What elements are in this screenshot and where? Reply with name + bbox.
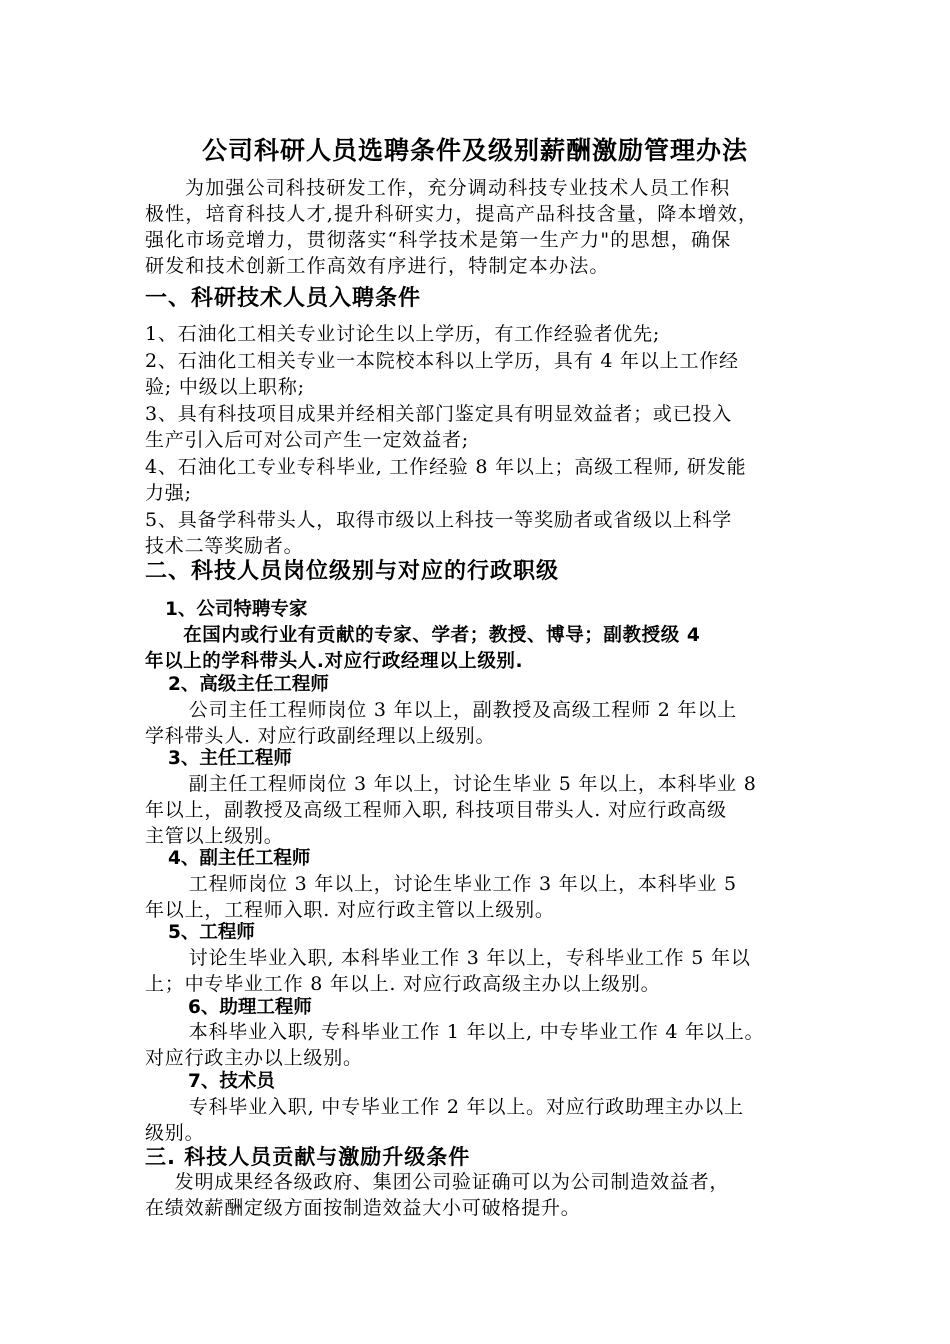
level-desc-line: 专科毕业入职, 中专毕业工作 2 年以上。对应行政助理主办以上 [169,1096,744,1118]
level-desc-3 [145,771,825,849]
level-desc-line: 上；中专毕业工作 8 年以上. 对应行政高级主办以上级别。 [145,973,661,995]
section-heading-2: 二、科技人员岗位级别与对应的行政职级 [145,559,560,584]
level-desc-2 [145,697,825,749]
intro-line: 为加强公司科技研发工作，充分调动科技专业技术人员工作积 [185,177,731,199]
level-title-6: 6、助理工程师 [188,997,312,1018]
intro-line: 研发和技术创新工作高效有序进行，特制定本办法。 [145,255,610,277]
list-line: 验; 中级以上职称; [145,376,305,398]
level-desc-line: 主管以上级别。 [145,825,284,847]
level-desc-line: 副主任工程师岗位 3 年以上，讨论生毕业 5 年以上，本科毕业 8 [169,773,757,795]
list-line: 技术二等奖励者。 [145,535,304,557]
level-desc-line: 年以上的学科带头人.对应行政经理以上级别. [145,651,524,672]
list-line: 力强; [145,482,192,504]
level-title-4: 4、副主任工程师 [168,848,311,869]
level-title-7: 7、技术员 [188,1071,275,1092]
list-line: 5、具备学科带头人，取得市级以上科技一等奖励者或省级以上科学 [145,508,733,531]
level-title-1: 1、公司特聘专家 [165,599,308,620]
section-heading-1: 一、科研技术人员入聘条件 [145,286,422,311]
level-desc-line: 本科毕业入职, 专科毕业工作 1 年以上, 中专毕业工作 4 年以上。 [169,1021,765,1043]
level-title-5: 5、工程师 [168,922,255,943]
list-line: 生产引入后可对公司产生一定效益者; [145,429,470,451]
level-desc-line: 在国内或行业有贡献的专家、学者；教授、博导；副教授级 4 [145,625,701,646]
section1-list [145,321,820,560]
list-line: 2、石油化工相关专业一本院校本科以上学历，具有 4 年以上工作经 [145,349,739,372]
section3-line: 在绩效薪酬定级方面按制造效益大小可破格提升。 [145,1197,581,1219]
list-line: 4、石油化工专业专科毕业, 工作经验 8 年以上；高级工程师, 研发能 [145,455,747,478]
level-desc-line: 年以上，副教授及高级工程师入职, 科技项目带头人. 对应行政高级 [145,799,727,821]
list-line: 1、石油化工相关专业讨论生以上学历，有工作经验者优先; [145,323,661,345]
level-desc-line: 学科带头人. 对应行政副经理以上级别。 [145,725,496,747]
intro-line: 强化市场竞增力，贯彻落实“科学技术是第一生产力"的思想，确保 [145,229,732,251]
intro-paragraph [145,175,820,279]
level-desc-line: 级别。 [145,1122,205,1144]
level-desc-line: 讨论生毕业入职, 本科毕业工作 3 年以上，专科毕业工作 5 年以 [169,947,751,969]
section-heading-3: 三. 科技人员贡献与激励升级条件 [145,1145,471,1169]
level-desc-5 [145,945,825,997]
level-desc-4 [145,871,825,923]
level-desc-6 [145,1019,825,1071]
list-line: 3、具有科技项目成果并经相关部门鉴定具有明显效益者；或已投入 [145,402,733,425]
level-desc-1 [145,623,825,675]
section3-paragraph [145,1169,825,1221]
level-desc-line: 工程师岗位 3 年以上，讨论生毕业工作 3 年以上，本科毕业 5 [169,873,737,895]
document-title: 公司科研人员选聘条件及级别薪酬激励管理办法 [201,136,748,165]
level-desc-line: 公司主任工程师岗位 3 年以上，副教授及高级工程师 2 年以上 [169,699,737,721]
section3-line: 发明成果经各级政府、集团公司验证确可以为公司制造效益者， [155,1171,730,1193]
level-desc-line: 年以上，工程师入职. 对应行政主管以上级别。 [145,899,555,921]
intro-line: 极性，培育科技人才,提升科研实力，提高产品科技含量，降本增效， [145,203,759,225]
level-desc-7 [145,1094,825,1146]
level-desc-line: 对应行政主办以上级别。 [145,1047,363,1069]
level-title-2: 2、高级主任工程师 [168,674,329,695]
level-title-3: 3、主任工程师 [168,748,292,769]
